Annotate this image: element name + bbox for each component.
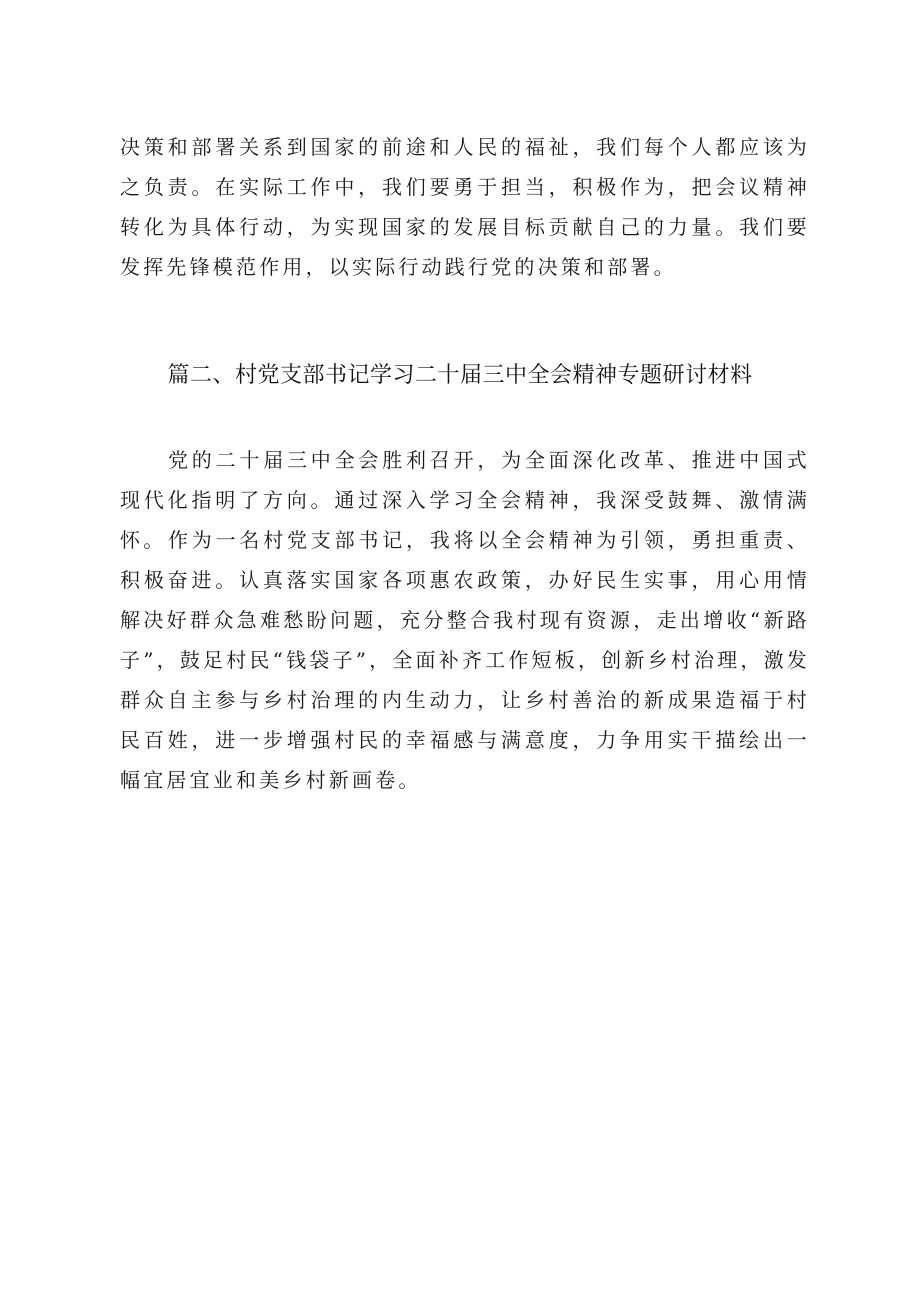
continued-paragraph: 决策和部署关系到国家的前途和人民的福祉，我们每个人都应该为之负责。在实际工作中，我们要勇于担当，积极作为，把会议精神转化为具体行动，为实现国家的发展目标贡献自己的力量。我们要发挥先锋模范作用，以实际行动践行党的决策和部署。 (120, 135, 810, 279)
body-paragraph-1: 党的二十届三中全会胜利召开，为全面深化改革、推进中国式现代化指明了方向。通过深入学习全会精神，我深受鼓舞、激情满怀。 (120, 448, 810, 552)
body-paragraph-2: 作为一名村党支部书记，我将以全会精神为引领，勇担重责、积极奋进。认真落实国家各项惠农政策，办好民生实事，用心用情解决好群众急难愁盼问题，充分整合我村现有资源，走出增收“新路子”，鼓足村民“钱袋子”，全面补齐工作短板，创新乡村治理，激发群众自主参与乡村治理的内生动力，让乡村善治的新成果造福于村民百姓，进一步增强村民的幸福感与满意度，力争用实干描绘出一幅宜居宜业和美乡村新画卷。 (120, 528, 810, 792)
section-title: 篇二、村党支部书记学习二十届三中全会精神专题研讨材料 (167, 363, 753, 388)
